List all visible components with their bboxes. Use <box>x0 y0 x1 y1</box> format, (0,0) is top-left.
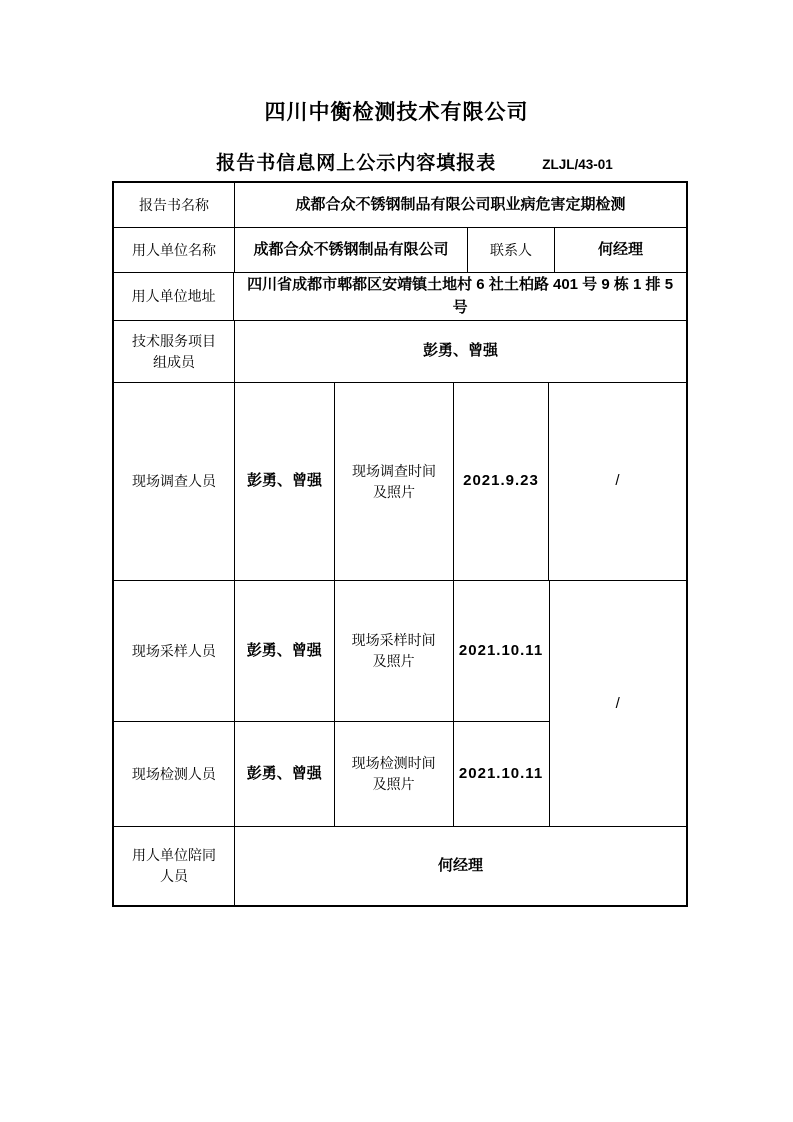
report-name-label: 报告书名称 <box>139 196 209 213</box>
sampling-detection-photo-cell <box>550 581 687 826</box>
site-survey-members: 彭勇、曾强 <box>235 383 335 580</box>
team-members-label: 技术服务项目组成员 <box>132 332 216 370</box>
report-name-value: 成都合众不锈钢制品有限公司职业病危害定期检测 <box>295 195 626 213</box>
site-sampling-label-cell <box>114 581 235 721</box>
table-row-site-detection <box>114 722 549 826</box>
table-row-site-sampling <box>114 581 549 722</box>
employer-address-label: 用人单位地址 <box>131 288 216 304</box>
site-sampling-date-cell <box>454 581 549 721</box>
accompanying-value: 何经理 <box>437 856 483 874</box>
site-sampling-label: 现场采样人员 <box>131 642 216 659</box>
employer-name-label-cell <box>114 228 235 272</box>
team-members-value: 彭勇、曾强 <box>422 342 498 360</box>
contact-value: 何经理 <box>597 240 643 258</box>
site-sampling-members: 彭勇、曾强 <box>235 581 335 721</box>
sampling-detection-photo: / <box>615 695 620 712</box>
report-name-label-cell <box>114 183 235 227</box>
form-title: 报告书信息网上公示内容填报表 <box>216 153 497 175</box>
site-detection-time-label-cell <box>335 722 454 826</box>
report-info-table <box>112 181 688 907</box>
site-detection-date: 2021.10.11 <box>458 764 544 782</box>
accompanying-label-cell <box>114 827 235 905</box>
table-rowgroup-sampling-detection <box>114 581 686 827</box>
employer-address-value: 四川省成都市郫都区安靖镇土地村 6 社土柏路 401 号 9 栋 1 排 5 号 <box>247 276 674 316</box>
table-row-accompanying <box>114 827 686 905</box>
accompanying-label: 用人单位陪同人员 <box>132 847 216 884</box>
employer-address-label-cell <box>114 273 234 320</box>
employer-name-value: 成都合众不锈钢制品有限公司 <box>235 228 468 272</box>
table-row-team-members <box>114 321 686 383</box>
site-detection-date-cell <box>454 722 549 826</box>
site-survey-photo: / <box>615 472 620 490</box>
site-survey-date-cell <box>454 383 549 580</box>
site-survey-photo-cell <box>549 383 686 580</box>
site-sampling-time-label: 现场采样时间及照片 <box>351 632 436 669</box>
site-detection-members: 彭勇、曾强 <box>235 722 335 826</box>
site-survey-date: 2021.9.23 <box>463 472 539 490</box>
table-row-report-name <box>114 183 686 228</box>
form-title-row <box>18 148 793 175</box>
site-survey-label: 现场调查人员 <box>132 473 216 489</box>
site-sampling-date: 2021.10.11 <box>458 641 544 659</box>
site-sampling-time-label-cell <box>335 581 454 721</box>
site-survey-label-cell <box>114 383 235 580</box>
sampling-detection-left-block <box>114 581 550 826</box>
company-title: 四川中衡检测技术有限公司 <box>264 101 529 124</box>
team-members-label-cell <box>114 321 235 382</box>
site-detection-time-label: 现场检测时间及照片 <box>351 755 436 792</box>
table-row-employer-name <box>114 228 686 273</box>
employer-name-label: 用人单位名称 <box>132 241 216 258</box>
site-detection-label-cell <box>114 722 235 826</box>
contact-label: 联系人 <box>468 228 555 272</box>
table-row-employer-address <box>114 273 686 321</box>
site-survey-time-label-cell <box>335 383 454 580</box>
table-row-site-survey <box>114 383 686 581</box>
site-detection-label: 现场检测人员 <box>131 765 216 782</box>
site-survey-time-label: 现场调查时间及照片 <box>352 462 436 500</box>
form-code: ZLJL/43-01 <box>542 157 613 173</box>
